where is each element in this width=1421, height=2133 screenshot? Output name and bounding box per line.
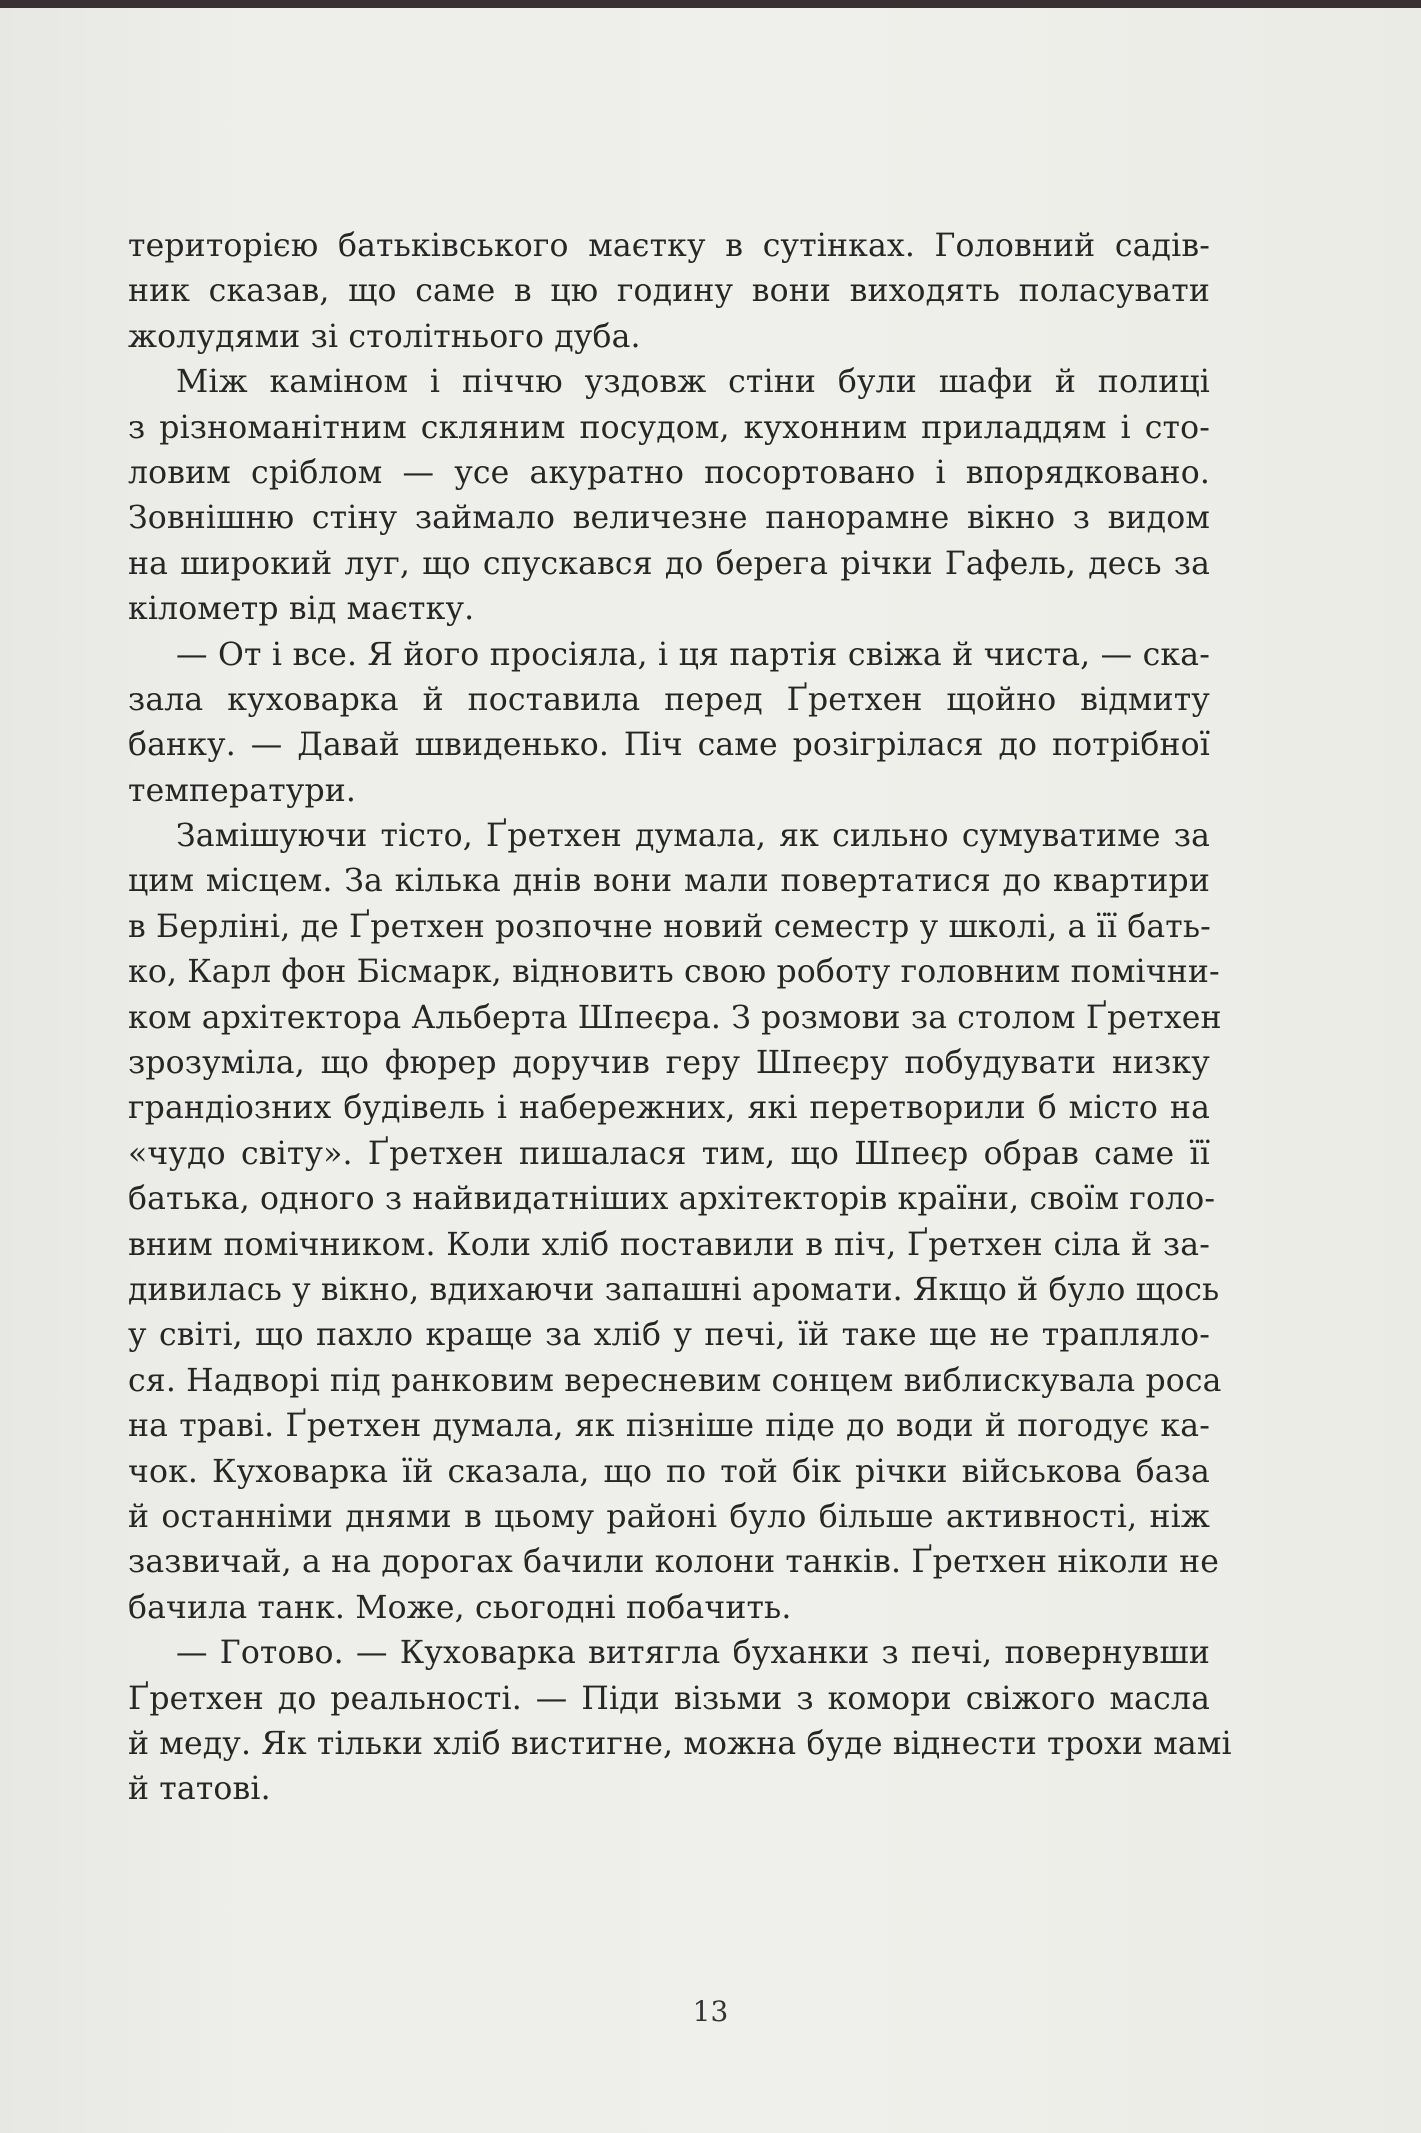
paragraph-first-line: Між каміном і піччю уздовж стіни були шафи й полиці	[176, 364, 1210, 401]
text-line: чок. Куховарка їй сказала, що по той бік річки військова база	[128, 1453, 1210, 1490]
text-line: територією батьківського маєтку в сутінках. Головний садів-	[128, 228, 1210, 264]
text-line: зала куховарка й поставила перед Ґретхен щойно відмиту	[128, 681, 1210, 718]
text-line: Зовнішню стіну займало величезне панорамне вікно з видом	[128, 500, 1210, 537]
text-line: й татові.	[128, 1771, 271, 1808]
text-line: на траві. Ґретхен думала, як пізніше піде до води й погодує ка-	[128, 1408, 1210, 1445]
text-line: на широкий луг, що спускався до берега річки Гафель, десь за	[128, 545, 1210, 582]
text-line: температури.	[128, 772, 357, 809]
text-line: ник сказав, що саме в цю годину вони виходять поласувати	[128, 273, 1210, 310]
page-number: 13	[692, 1995, 729, 2028]
book-top-edge	[0, 0, 1421, 8]
text-line: кілометр від маєтку.	[128, 591, 475, 628]
text-line: дивилась у вікно, вдихаючи запашні аромати. Якщо й було щось	[128, 1271, 1220, 1308]
text-line: вним помічником. Коли хліб поставили в піч, Ґретхен сіла й за-	[128, 1226, 1210, 1263]
text-line: жолудями зі столітнього дуба.	[128, 318, 641, 355]
text-line: Ґретхен до реальності. — Піди візьми з комори свіжого масла	[128, 1680, 1210, 1717]
text-line: грандіозних будівель і набережних, які перетворили б місто на	[128, 1090, 1210, 1127]
text-line: батька, одного з найвидатніших архітекторів країни, своїм голо-	[128, 1181, 1216, 1218]
body-text	[128, 224, 1232, 1813]
paragraph-first-line: — От і все. Я його просіяла, і ця партія свіжа й чиста, — ска-	[176, 636, 1210, 673]
text-line: банку. — Давай швиденько. Піч саме розігрілася до потрібної	[128, 727, 1210, 764]
text-line: бачила танк. Може, сьогодні побачить.	[128, 1589, 792, 1626]
text-line: у світі, що пахло краще за хліб у печі, їй таке ще не трапляло-	[128, 1317, 1210, 1354]
text-line: цим місцем. За кілька днів вони мали повертатися до квартири	[128, 863, 1210, 900]
book-page	[0, 8, 1421, 2133]
text-line: ся. Надворі під ранковим вересневим сонцем виблискувала роса	[128, 1362, 1222, 1399]
text-line: ко, Карл фон Бісмарк, відновить свою роботу головним помічни-	[128, 954, 1220, 991]
text-line: ловим сріблом — усе акуратно посортовано і впорядковано.	[128, 454, 1210, 491]
text-line: й меду. Як тільки хліб вистигне, можна буде віднести трохи мамі	[128, 1725, 1232, 1762]
text-line: зазвичай, а на дорогах бачили колони танків. Ґретхен ніколи не	[128, 1544, 1220, 1581]
text-line: в Берліні, де Ґретхен розпочне новий семестр у школі, а її бать-	[128, 908, 1211, 945]
paragraph-first-line: Замішуючи тісто, Ґретхен думала, як сильно сумуватиме за	[176, 818, 1210, 855]
text-line: й останніми днями в цьому районі було більше активності, ніж	[128, 1498, 1210, 1535]
paragraph-first-line: — Готово. — Куховарка витягла буханки з печі, повернувши	[176, 1635, 1210, 1672]
text-line: ком архітектора Альберта Шпеєра. З розмови за столом Ґретхен	[128, 999, 1222, 1036]
text-line: з різноманітним скляним посудом, кухонним приладдям і сто-	[128, 409, 1210, 446]
text-line: «чудо світу». Ґретхен пишалася тим, що Шпеєр обрав саме її	[128, 1135, 1210, 1172]
text-line: зрозуміла, що фюрер доручив геру Шпеєру побудувати низку	[128, 1045, 1210, 1082]
